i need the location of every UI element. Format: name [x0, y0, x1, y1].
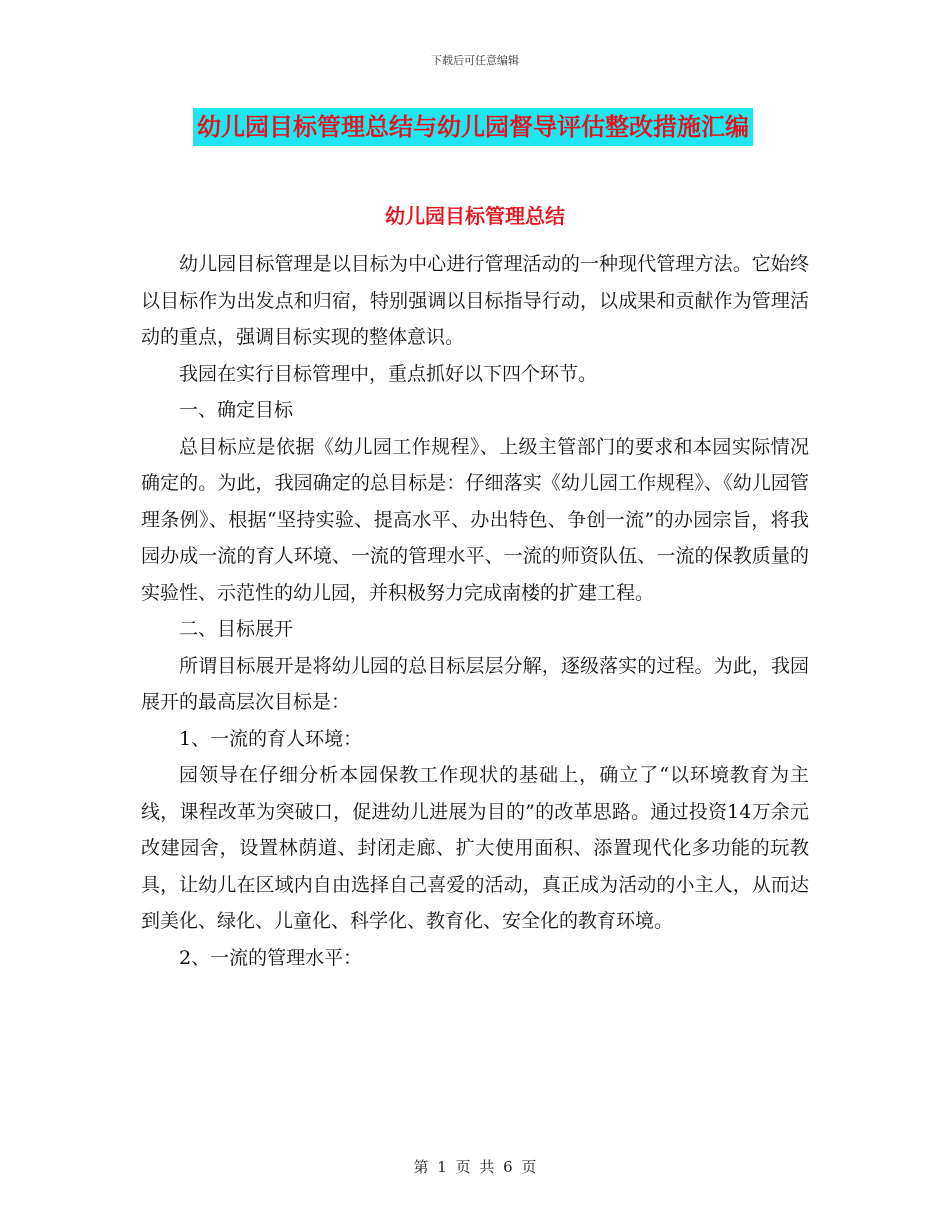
paragraph: 我园在实行目标管理中，重点抓好以下四个环节。	[179, 362, 598, 385]
paragraph: 总目标应是依据《幼儿园工作规程》、上级主管部门的要求和本园实际情况确定的。为此，我园确定的总目标是：仔细落实《幼儿园工作规程》、《幼儿园管理条例》、根据“坚持实验、提高水平、办出特色、争创一流”的办园宗旨，将我园办成一流的育人环境、一流的管理水平、一流的师资队伍、一流的保教质量的实验性、示范性的幼儿园，并积极努力完成南楼的扩建工程。	[141, 435, 809, 604]
paragraph: 一、确定目标	[179, 399, 294, 421]
body-text	[141, 246, 809, 976]
paragraph: 二、目标展开	[179, 618, 294, 640]
header-note: 下载后可任意编辑	[431, 54, 519, 67]
paragraph: 2、一流的管理水平：	[179, 946, 363, 969]
document-title: 幼儿园目标管理总结与幼儿园督导评估整改措施汇编	[193, 108, 753, 146]
page-footer: 第 1 页 共 6 页	[413, 1158, 537, 1176]
section-title: 幼儿园目标管理总结	[385, 204, 565, 228]
paragraph: 幼儿园目标管理是以目标为中心进行管理活动的一种现代管理方法。它始终以目标作为出发点和归宿，特别强调以目标指导行动，以成果和贡献作为管理活动的重点，强调目标实现的整体意识。	[141, 253, 809, 348]
paragraph: 园领导在仔细分析本园保教工作现状的基础上，确立了“以环境教育为主线，课程改革为突破口，促进幼儿进展为目的”的改革思路。通过投资14万余元改建园舍，设置林荫道、封闭走廊、扩大使用面积、添置现代化多功能的玩教具，让幼儿在区域内自由选择自己喜爱的活动，真正成为活动的小主人，从而达到美化、绿化、儿童化、科学化、教育化、安全化的教育环境。	[141, 764, 809, 932]
paragraph: 1、一流的育人环境：	[179, 727, 363, 750]
paragraph: 所谓目标展开是将幼儿园的总目标层层分解，逐级落实的过程。为此，我园展开的最高层次目标是：	[141, 654, 809, 713]
